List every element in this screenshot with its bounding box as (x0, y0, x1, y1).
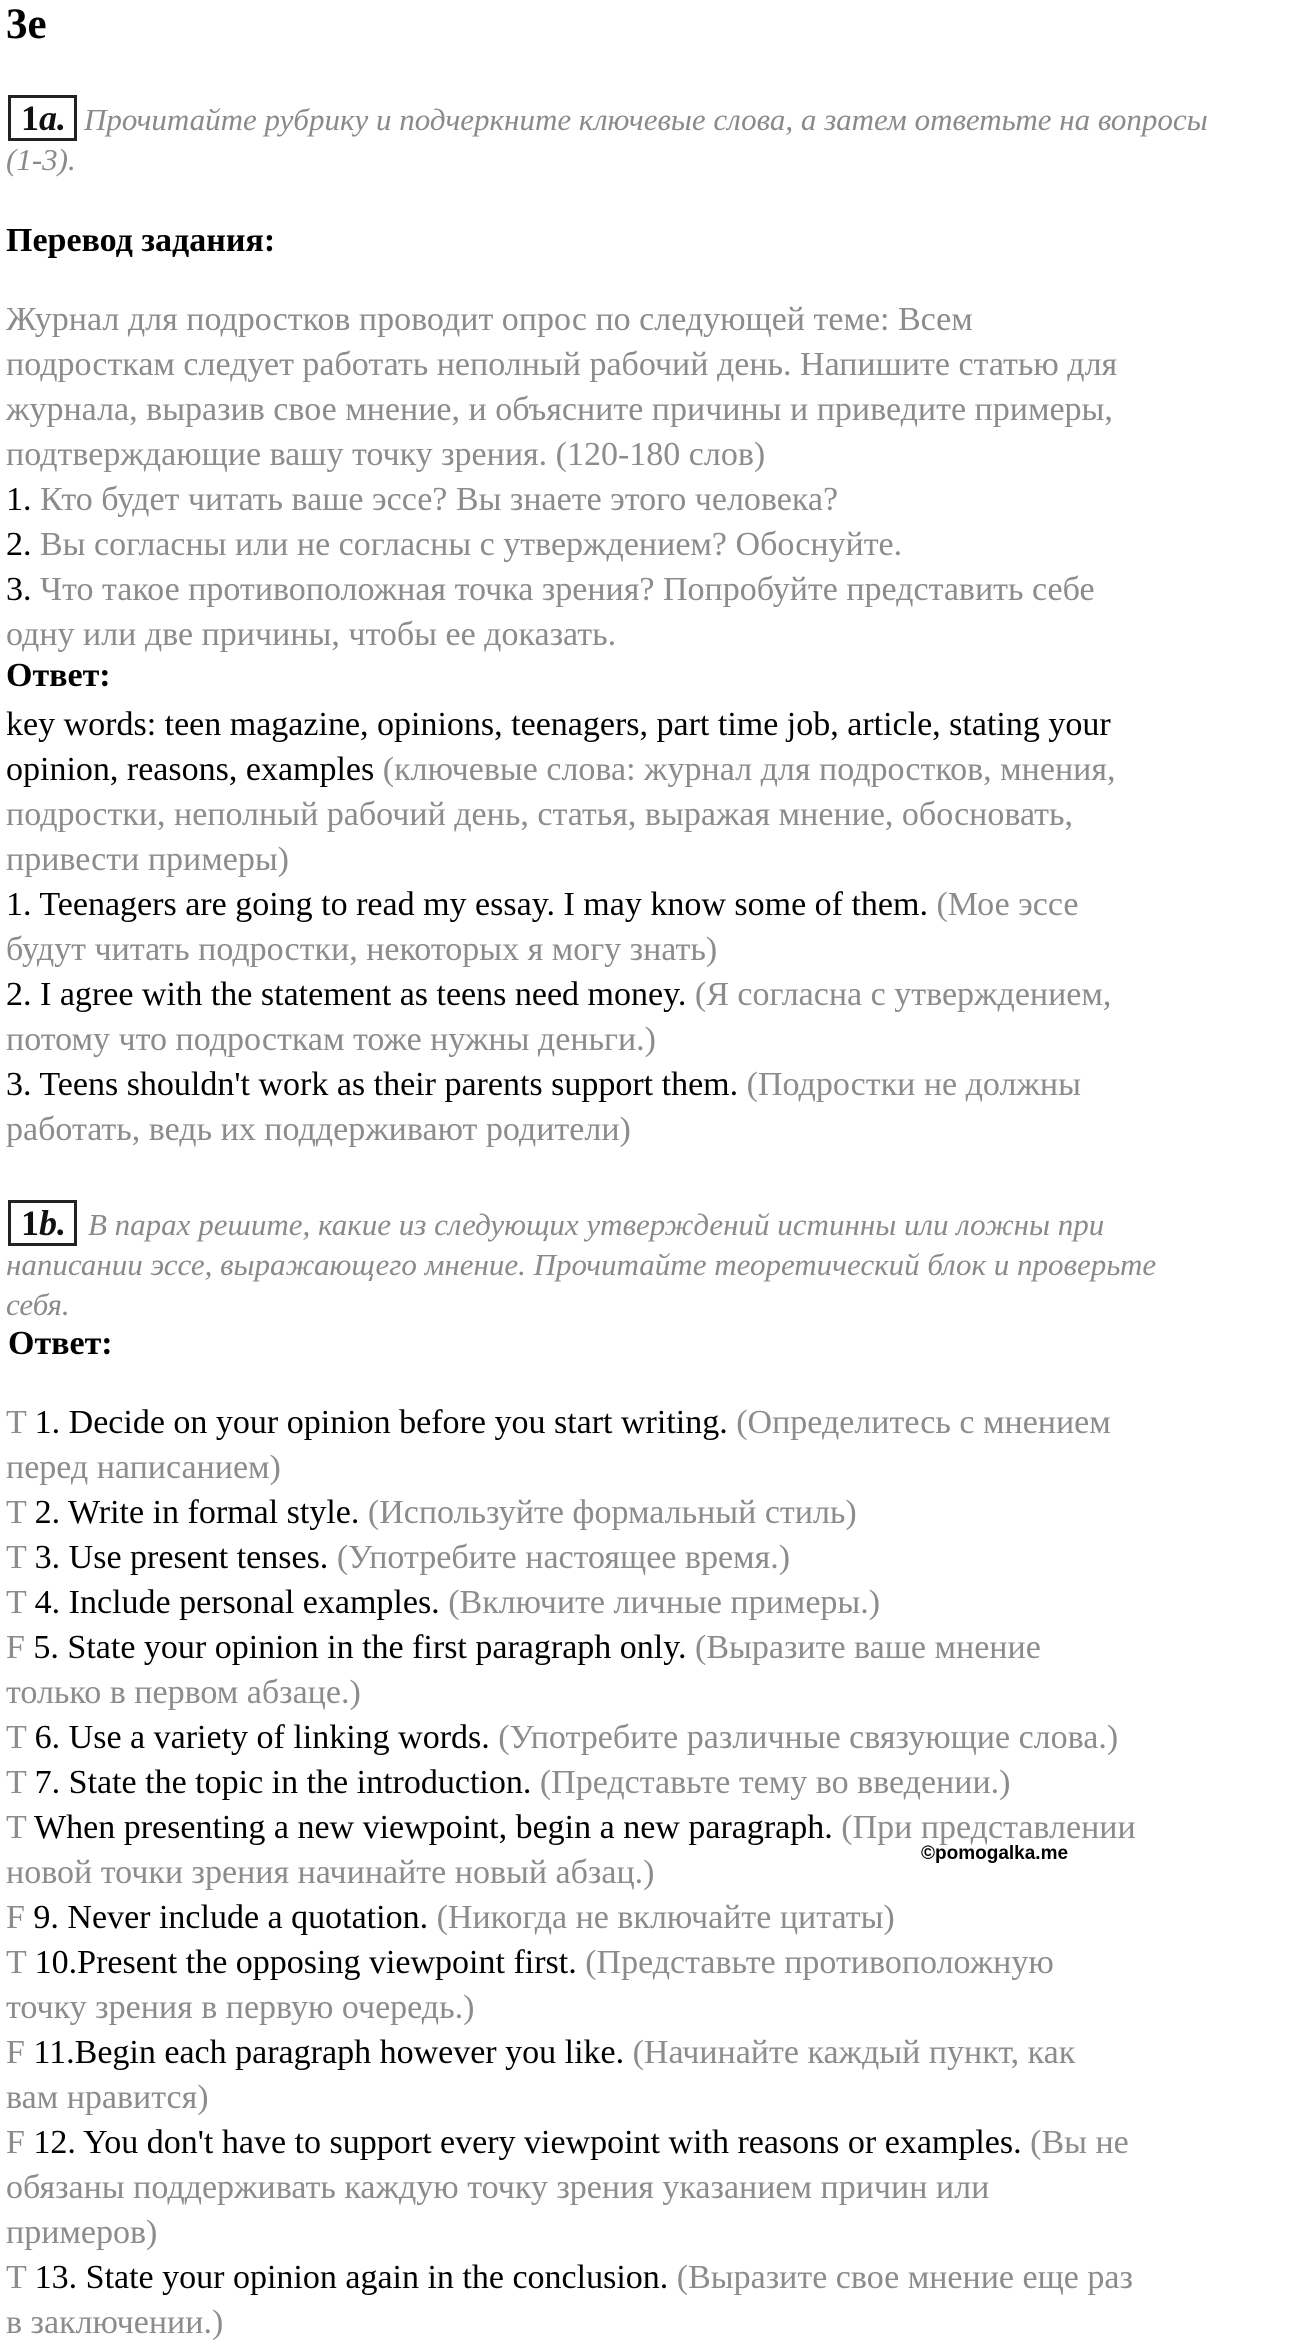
exercise-1a-task-line-2: (1-3). (6, 142, 76, 177)
statement-english: 13. State your opinion again in the conclusion. (34, 2259, 669, 2296)
exercise-number: 1 (21, 98, 39, 138)
question-text: Вы согласны или не согласны с утверждением? Обоснуйте. (31, 526, 903, 563)
statement-english: 1. Decide on your opinion before you start writing. (34, 1404, 728, 1441)
statement-line (6, 1895, 895, 1940)
statement-line (6, 2255, 1133, 2300)
true-false-mark: T (6, 1584, 35, 1621)
statement-english: 11.Begin each paragraph however you like. (33, 2034, 625, 2071)
statement-russian: (Употребите различные связующие слова.) (489, 1719, 1119, 1756)
true-false-mark: T (6, 1764, 35, 1801)
answer-line (6, 927, 717, 972)
statement-line (6, 2075, 209, 2120)
answer-english: opinion, reasons, examples (6, 751, 375, 788)
answer-heading: Ответ: (8, 1325, 113, 1362)
exercise-1a-badge (8, 95, 77, 141)
answer-russian: потому что подросткам тоже нужны деньги.) (6, 1021, 656, 1058)
answer-line (6, 1017, 656, 1062)
exercise-letter: b. (39, 1203, 66, 1243)
answer-line (6, 1062, 1081, 1107)
answer-russian: будут читать подростки, некоторых я могу знать) (6, 931, 718, 968)
question-number: 3. (6, 571, 32, 608)
exercise-1b-task-line-2: написании эссе, выражающего мнение. Прочитайте теоретический блок и проверьте (6, 1247, 1157, 1282)
statement-line (6, 1535, 790, 1580)
answer-line (6, 702, 1111, 747)
statement-line (6, 1985, 474, 2030)
exercise-number: 1 (21, 1203, 39, 1243)
statement-line (6, 1580, 880, 1625)
statement-line (6, 1400, 1111, 1445)
answer-russian: (Я согласна с утверждением, (686, 976, 1112, 1013)
statement-russian: (Вы не (1021, 2124, 1129, 2161)
statement-russian: (Представьте противоположную (576, 1944, 1054, 1981)
answer-line (6, 792, 1073, 837)
answer-russian: (Подростки не должны (738, 1066, 1081, 1103)
translation-line: Журнал для подростков проводит опрос по следующей теме: Всем (6, 301, 973, 338)
statement-russian: (Употребите настоящее время.) (328, 1539, 791, 1576)
statement-line (6, 1940, 1054, 1985)
statement-russian: (При представлении (832, 1809, 1136, 1846)
statement-english: 2. Write in formal style. (34, 1494, 360, 1531)
answer-english: 1. Teenagers are going to read my essay. I may know some of them. (6, 886, 928, 923)
true-false-mark: T (6, 1809, 35, 1846)
true-false-mark: T (6, 1719, 35, 1756)
answer-line (6, 972, 1111, 1017)
statement-russian: (Выразите ваше мнение (686, 1629, 1041, 1666)
answer-heading: Ответ: (6, 657, 111, 694)
statement-line (6, 2300, 223, 2345)
statement-english: 3. Use present tenses. (34, 1539, 329, 1576)
statement-english: 9. Never include a quotation. (33, 1899, 429, 1936)
statement-line (6, 1670, 361, 1715)
statement-line (6, 2165, 989, 2210)
translation-line: подросткам следует работать неполный рабочий день. Напишите статью для (6, 346, 1118, 383)
answer-line (6, 747, 1116, 792)
true-false-mark: T (6, 1404, 35, 1441)
statement-russian: вам нравится) (6, 2079, 209, 2116)
translation-line: журнала, выразив свое мнение, и объясните причины и приведите примеры, (6, 391, 1113, 428)
answer-line (6, 837, 289, 882)
statement-line (6, 2210, 157, 2255)
true-false-mark: T (6, 1494, 35, 1531)
answer-english: 2. I agree with the statement as teens need money. (6, 976, 687, 1013)
question-continuation: одну или две причины, чтобы ее доказать. (6, 616, 617, 653)
statement-russian: точку зрения в первую очередь.) (6, 1989, 475, 2026)
question-item (6, 477, 838, 522)
statement-russian: (Определитесь с мнением (727, 1404, 1111, 1441)
statement-english: 5. State your opinion in the first paragraph only. (33, 1629, 687, 1666)
statement-line (6, 1445, 281, 1490)
answer-russian: (ключевые слова: журнал для подростков, мнения, (374, 751, 1116, 788)
statement-russian: (Включите личные примеры.) (439, 1584, 881, 1621)
translation-line: подтверждающие вашу точку зрения. (120-180 слов) (6, 436, 766, 473)
exercise-letter: a. (39, 98, 66, 138)
translation-heading: Перевод задания: (6, 222, 276, 259)
statement-english: 10.Present the opposing viewpoint first. (34, 1944, 577, 1981)
question-number: 2. (6, 526, 32, 563)
statement-line (6, 1625, 1041, 1670)
statement-english: 6. Use a variety of linking words. (34, 1719, 490, 1756)
true-false-mark: T (6, 1539, 35, 1576)
question-item (6, 567, 1095, 612)
statement-english: 7. State the topic in the introduction. (34, 1764, 532, 1801)
statement-russian: (Представьте тему во введении.) (531, 1764, 1011, 1801)
answer-line (6, 882, 1078, 927)
statement-russian: (Выразите свое мнение еще раз (668, 2259, 1133, 2296)
exercise-1b-badge (8, 1200, 77, 1246)
true-false-mark: T (6, 1944, 35, 1981)
statement-line (6, 2030, 1075, 2075)
true-false-mark: F (6, 2034, 34, 2071)
statement-russian: (Никогда не включайте цитаты) (428, 1899, 895, 1936)
true-false-mark: F (6, 2124, 34, 2161)
statement-line (6, 1850, 654, 1895)
statement-english: When presenting a new viewpoint, begin a new paragraph. (34, 1809, 833, 1846)
true-false-mark: F (6, 1629, 34, 1666)
answer-line (6, 1107, 631, 1152)
statement-russian: (Начинайте каждый пункт, как (624, 2034, 1076, 2071)
statement-russian: перед написанием) (6, 1449, 281, 1486)
statement-russian: только в первом абзаце.) (6, 1674, 361, 1711)
answer-english: key words: teen magazine, opinions, teenagers, part time job, article, stating your (6, 706, 1111, 743)
true-false-mark: T (6, 2259, 35, 2296)
statement-line (6, 2120, 1129, 2165)
exercise-1a-task-line-1: Прочитайте рубрику и подчеркните ключевые слова, а затем ответьте на вопросы (84, 102, 1208, 137)
true-false-mark: F (6, 1899, 34, 1936)
statement-line (6, 1490, 857, 1535)
question-text: Что такое противоположная точка зрения? Попробуйте представить себе (31, 571, 1095, 608)
statement-line (6, 1760, 1010, 1805)
statement-russian: примеров) (6, 2214, 158, 2251)
answer-russian: работать, ведь их поддерживают родители) (6, 1111, 631, 1148)
statement-russian: обязаны поддерживать каждую точку зрения указанием причин или (6, 2169, 990, 2206)
exercise-1b-task-line-3: себя. (6, 1287, 70, 1322)
answer-russian: подростки, неполный рабочий день, статья, выражая мнение, обосновать, (6, 796, 1074, 833)
statement-english: 4. Include personal examples. (34, 1584, 440, 1621)
statement-english: 12. You don't have to support every viewpoint with reasons or examples. (33, 2124, 1022, 2161)
statement-russian: (Используйте формальный стиль) (359, 1494, 857, 1531)
question-item (6, 522, 902, 567)
exercise-1b-task-line-1: В парах решите, какие из следующих утверждений истинны или ложны при (88, 1207, 1105, 1242)
statement-russian: в заключении.) (6, 2304, 224, 2341)
answer-russian: привести примеры) (6, 841, 289, 878)
question-text: Кто будет читать ваше эссе? Вы знаете этого человека? (31, 481, 839, 518)
statement-line (6, 1715, 1118, 1760)
answer-russian: (Мое эссе (927, 886, 1079, 923)
watermark: ©pomogalka.me (921, 1843, 1069, 1864)
question-number: 1. (6, 481, 32, 518)
answer-english: 3. Teens shouldn't work as their parents support them. (6, 1066, 739, 1103)
section-title: 3e (6, 1, 47, 48)
statement-russian: новой точки зрения начинайте новый абзац.) (6, 1854, 655, 1891)
